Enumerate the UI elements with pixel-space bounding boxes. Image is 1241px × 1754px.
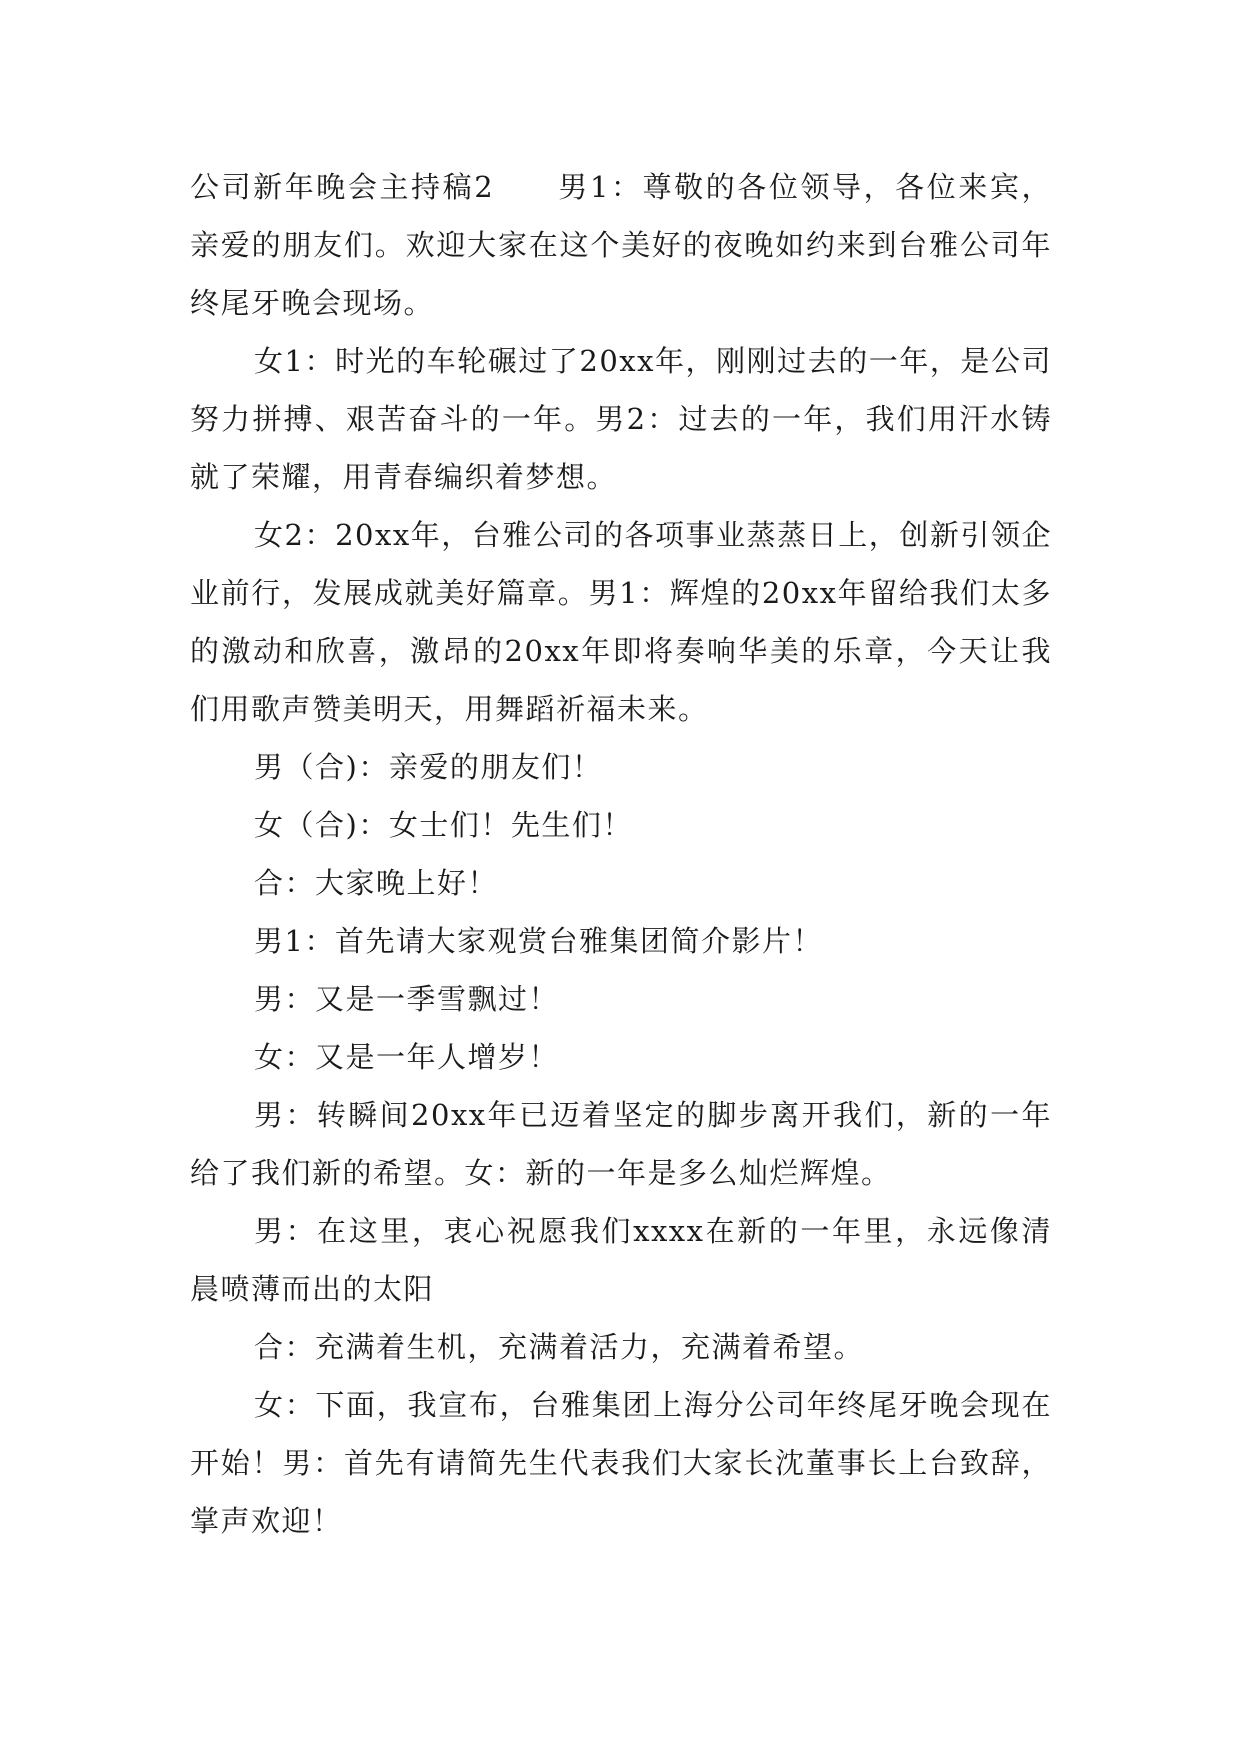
- paragraph-7: 男1：首先请大家观赏台雅集团简介影片！: [254, 924, 823, 958]
- paragraph-2: 女1：时光的车轮碾过了20xx年，刚刚过去的一年，是公司努力拼搏、艰苦奋斗的一年。男2：过去的一年，我们用汗水铸就了荣耀，用青春编织着梦想。: [190, 344, 1052, 494]
- document-body: [190, 158, 1052, 1550]
- paragraph-4: 男（合)：亲爱的朋友们！: [254, 750, 603, 784]
- paragraph-12: 合：充满着生机，充满着活力，充满着希望。: [254, 1330, 865, 1364]
- paragraph-3: 女2：20xx年，台雅公司的各项事业蒸蒸日上，创新引领企业前行，发展成就美好篇章。男1：辉煌的20xx年留给我们太多的激动和欣喜，激昂的20xx年即将奏响华美的乐章，今天让我们用歌声赞美明天，用舞蹈祈福未来。: [190, 518, 1052, 726]
- paragraph-6: 合：大家晚上好！: [254, 866, 499, 900]
- paragraph-13: 女：下面，我宣布，台雅集团上海分公司年终尾牙晚会现在开始！男：首先有请简先生代表我们大家长沈董事长上台致辞，掌声欢迎！: [190, 1388, 1052, 1538]
- paragraph-5: 女（合)：女士们！先生们！: [254, 808, 633, 842]
- paragraph-10: 男：转瞬间20xx年已迈着坚定的脚步离开我们，新的一年给了我们新的希望。女：新的一年是多么灿烂辉煌。: [190, 1098, 1052, 1190]
- paragraph-11: 男：在这里，衷心祝愿我们xxxx在新的一年里，永远像清晨喷薄而出的太阳: [190, 1214, 1052, 1306]
- paragraph-9: 女：又是一年人增岁！: [254, 1040, 560, 1074]
- paragraph-1: 公司新年晚会主持稿2 男1：尊敬的各位领导，各位来宾，亲爱的朋友们。欢迎大家在这个美好的夜晚如约来到台雅公司年终尾牙晚会现场。: [190, 170, 1052, 320]
- paragraph-8: 男：又是一季雪飘过！: [254, 982, 560, 1016]
